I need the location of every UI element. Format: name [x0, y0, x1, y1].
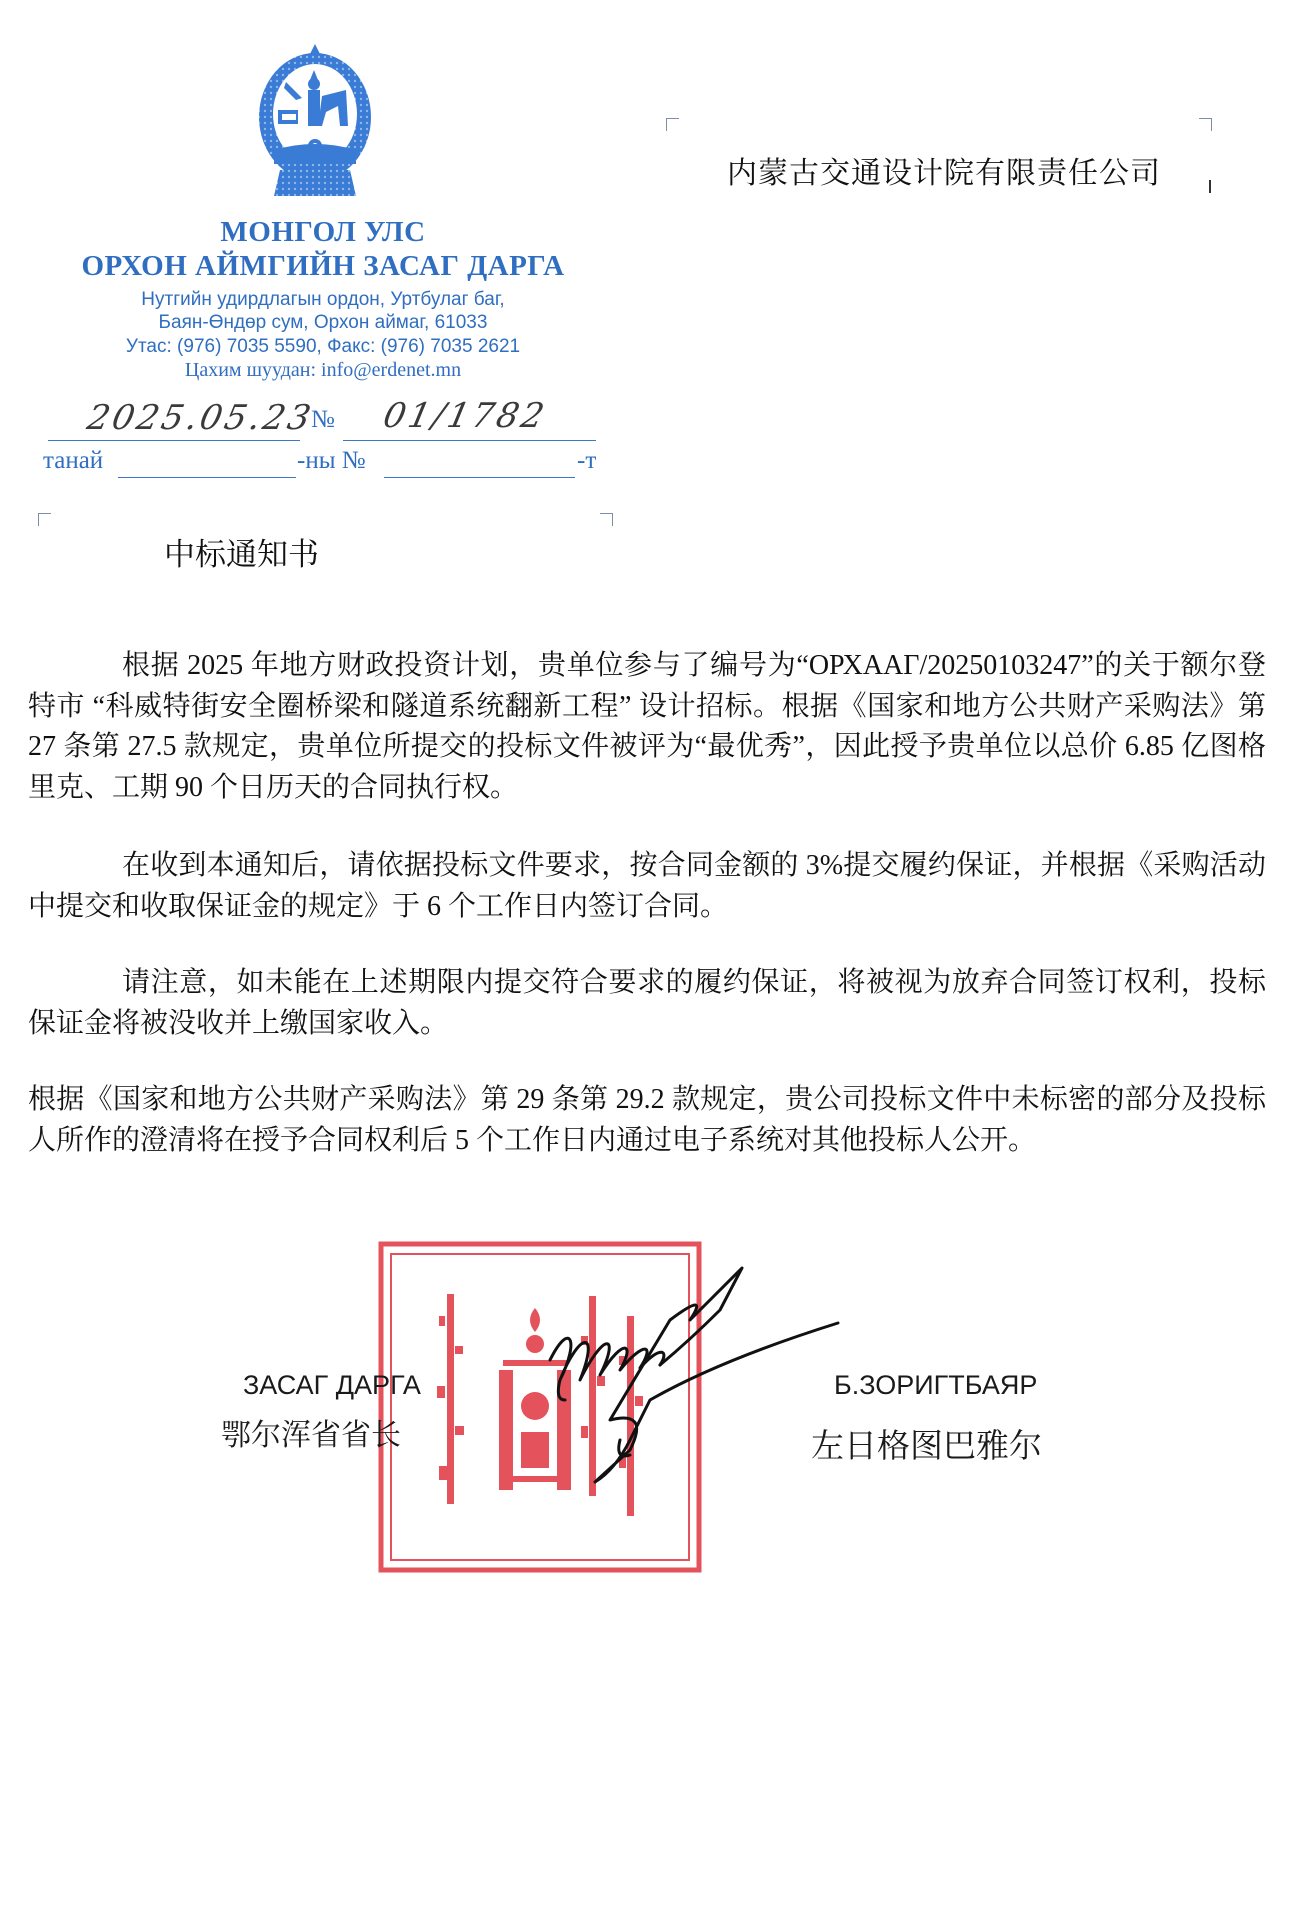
- corner-bracket-recipient-right: [1199, 118, 1212, 131]
- corner-bracket-recipient-left: [666, 118, 679, 131]
- letterhead-address-line2: Баян-Өндөр сум, Орхон аймаг, 61033: [158, 312, 488, 333]
- body-paragraph-4: 根据《国家和地方公共财产采购法》第 29 条第 29.2 款规定，贵公司投标文件中未标密的部分及投标人所作的澄清将在授予合同权利后 5 个工作日内通过电子系统对其他投标人公开。: [28, 1084, 1266, 1156]
- your-number-underline: [384, 477, 575, 478]
- number-handwritten: 01/1782: [379, 396, 551, 436]
- text-cursor: [1209, 180, 1211, 193]
- body-paragraph-1: 根据 2025 年地方财政投资计划，贵单位参与了编号为“ОРХААГ/20250103247”的关于额尔登特市 “科威特街安全圈桥梁和隧道系统翻新工程” 设计招标。根据《国家和地方公共财产采购法》第 27 条第 27.5 款规定，贵单位所提交的投标文件被评为“最优秀”，因此授予贵单位以总价 6.85 亿图格里克、工期 90 个日历天的合同执行权。: [28, 650, 1266, 803]
- corner-bracket-top-left: [38, 513, 51, 526]
- number-label: №: [311, 406, 335, 433]
- number-underline: [343, 440, 596, 441]
- date-handwritten: 2025.05.23: [83, 398, 317, 438]
- mongolia-state-emblem-icon: [256, 42, 374, 200]
- signatory-title-mn: ЗАСАГ ДАРГА: [243, 1370, 421, 1400]
- your-label: танай: [43, 447, 104, 474]
- body-paragraph-2: 在收到本通知后，请依据投标文件要求，按合同金额的 3%提交履约保证，并根据《采购活动中提交和收取保证金的规定》于 6 个工作日内签订合同。: [28, 850, 1266, 922]
- signatory-title-zh: 鄂尔浑省省长: [221, 1418, 401, 1453]
- signatory-name-zh: 左日格图巴雅尔: [811, 1426, 1042, 1465]
- letterhead-email-line: Цахим шуудан: info@erdenet.mn: [184, 359, 462, 381]
- letterhead-country: МОНГОЛ УЛС: [220, 216, 426, 248]
- signatory-name-mn: Б.ЗОРИГТБАЯР: [834, 1370, 1038, 1400]
- document-title: 中标通知书: [164, 537, 319, 573]
- letterhead-address-line1: Нутгийн удирдлагын ордон, Уртбулаг баг,: [141, 289, 505, 310]
- recipient: 内蒙古交通设计院有限责任公司: [727, 156, 1161, 191]
- date-underline: [48, 440, 300, 441]
- letterhead-office: ОРХОН АЙМГИЙН ЗАСАГ ДАРГА: [81, 250, 565, 282]
- suffix-label: -т: [577, 447, 597, 474]
- handwritten-signature-icon: [520, 1250, 970, 1530]
- your-date-underline: [118, 477, 296, 478]
- body-paragraph-3: 请注意，如未能在上述期限内提交符合要求的履约保证，将被视为放弃合同签订权利，投标保证金将被没收并上缴国家收入。: [28, 967, 1266, 1039]
- your-number-label: -ны №: [297, 447, 366, 474]
- letterhead-phone-line: Утас: (976) 7035 5590, Факс: (976) 7035 2621: [125, 336, 521, 357]
- corner-bracket-top-right: [600, 513, 613, 526]
